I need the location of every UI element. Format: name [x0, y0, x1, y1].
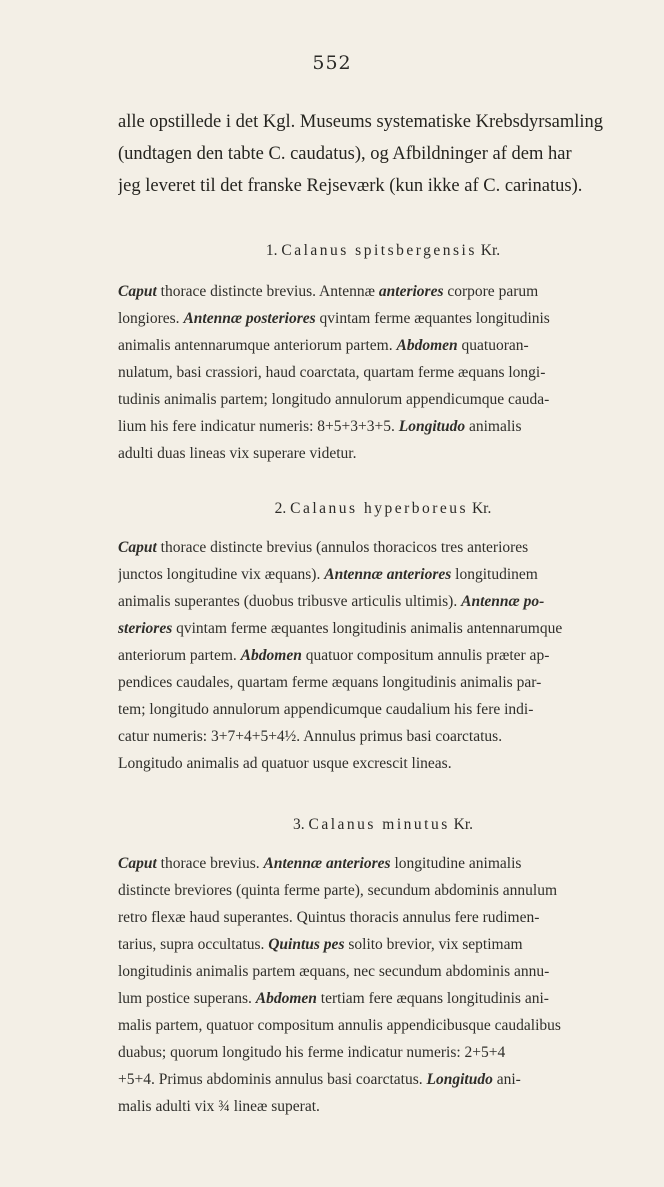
text-run: distincte breviores (quinta ferme parte), secundum abdominis annulum — [118, 882, 558, 899]
text-line — [118, 1093, 648, 1120]
page-number: 552 — [312, 52, 352, 74]
text-run: quatuor compositum annulis præter ap- — [301, 647, 550, 664]
section-heading-3 — [118, 816, 648, 834]
intro-paragraph — [118, 106, 648, 202]
intro-line: alle opstillede i det Kgl. Museums systematiske Krebsdyrsamling — [118, 112, 604, 132]
text-line — [118, 877, 648, 904]
italic-term: Antennæ posteriores — [183, 310, 316, 327]
intro-line: (undtagen den tabte C. caudatus), og Afbildninger af dem har — [118, 144, 572, 164]
text-line — [118, 332, 648, 359]
text-run: thorace distincte brevius (annulos thoracicos tres anteriores — [156, 539, 529, 556]
italic-term: Caput — [118, 283, 157, 300]
text-line — [118, 1066, 648, 1093]
italic-term: Quintus pes — [268, 936, 345, 953]
text-run: lium his fere indicatur numeris: 8+5+3+3+5. — [118, 418, 399, 435]
species-author: Kr. — [480, 242, 501, 259]
text-line — [118, 750, 648, 777]
text-run: ani- — [492, 1071, 521, 1088]
text-run: nulatum, basi crassiori, haud coarctata, quartam ferme æquans longi- — [118, 364, 546, 381]
text-line — [118, 413, 648, 440]
text-run: solito brevior, vix septimam — [344, 936, 523, 953]
intro-line: jeg leveret til det franske Rejseværk (kun ikke af C. carinatus). — [118, 176, 583, 196]
text-line — [118, 669, 648, 696]
text-run: qvintam ferme æquantes longitudinis animalis antennarumque — [172, 620, 563, 637]
text-line — [118, 850, 648, 877]
text-run: retro flexæ haud superantes. Quintus thoracis annulus fere rudimen- — [118, 909, 540, 926]
text-run: pendices caudales, quartam ferme æquans longitudinis animalis par- — [118, 674, 542, 691]
text-line — [118, 642, 648, 669]
italic-term: Caput — [118, 539, 157, 556]
text-run: animalis — [465, 418, 522, 435]
italic-term: anteriores — [378, 283, 444, 300]
text-run: tertiam fere æquans longitudinis ani- — [316, 990, 549, 1007]
species-name: Calanus hyperboreus — [290, 500, 469, 517]
section-heading-1 — [118, 242, 648, 260]
section-body-2 — [118, 534, 648, 777]
section-number: 1. — [265, 242, 278, 259]
text-run: +5+4. Primus abdominis annulus basi coarctatus. — [118, 1071, 427, 1088]
italic-term: Antennæ po- — [461, 593, 545, 610]
text-run: thorace distincte brevius. Antennæ — [156, 283, 379, 300]
text-run: thorace brevius. — [156, 855, 264, 872]
text-run: duabus; quorum longitudo his ferme indicatur numeris: 2+5+4 — [118, 1044, 506, 1061]
text-run: corpore parum — [443, 283, 539, 300]
text-run: Longitudo animalis ad quatuor usque excrescit lineas. — [118, 755, 452, 772]
italic-term: Abdomen — [396, 337, 458, 354]
species-author: Kr. — [453, 816, 473, 833]
italic-term: Antennæ anteriores — [263, 855, 391, 872]
text-line — [118, 1039, 648, 1066]
text-run: quatuoran- — [457, 337, 529, 354]
species-name: Calanus minutus — [308, 816, 450, 833]
text-line — [118, 904, 648, 931]
text-run: animalis superantes (duobus tribusve articulis ultimis). — [118, 593, 462, 610]
italic-term: Abdomen — [240, 647, 302, 664]
text-run: catur numeris: 3+7+4+5+4½. Annulus primus basi coarctatus. — [118, 728, 503, 745]
text-run: qvintam ferme æquantes longitudinis — [315, 310, 550, 327]
italic-term: Caput — [118, 855, 157, 872]
text-line — [118, 534, 648, 561]
text-run: longiores. — [118, 310, 184, 327]
text-run: malis partem, quatuor compositum annulis appendicibusque caudalibus — [118, 1017, 561, 1034]
text-line — [118, 305, 648, 332]
text-run: longitudine animalis — [390, 855, 522, 872]
section-number: 2. — [274, 500, 287, 517]
text-run: lum postice superans. — [118, 990, 256, 1007]
text-run: tem; longitudo annulorum appendicumque caudalium his fere indi- — [118, 701, 534, 718]
text-line — [118, 278, 648, 305]
italic-term: Abdomen — [255, 990, 317, 1007]
text-line — [118, 615, 648, 642]
text-run: junctos longitudine vix æquans). — [118, 566, 325, 583]
text-line — [118, 386, 648, 413]
text-run: anteriorum partem. — [118, 647, 241, 664]
section-number: 3. — [292, 816, 305, 833]
text-line — [118, 561, 648, 588]
text-run: animalis antennarumque anteriorum partem. — [118, 337, 397, 354]
italic-term: Antennæ anteriores — [324, 566, 452, 583]
text-line — [118, 723, 648, 750]
section-heading-2 — [118, 500, 648, 518]
text-line — [118, 440, 648, 467]
species-author: Kr. — [471, 500, 492, 517]
italic-term: Longitudo — [398, 418, 466, 435]
text-run: tarius, supra occultatus. — [118, 936, 269, 953]
section-body-1 — [118, 278, 648, 467]
text-line — [118, 588, 648, 615]
text-line — [118, 359, 648, 386]
text-run: tudinis animalis partem; longitudo annulorum appendicumque cauda- — [118, 391, 550, 408]
text-run: longitudinem — [451, 566, 538, 583]
italic-term: steriores — [118, 620, 173, 637]
text-line — [118, 958, 648, 985]
text-run: malis adulti vix ¾ lineæ superat. — [118, 1098, 320, 1115]
text-line — [118, 696, 648, 723]
italic-term: Longitudo — [426, 1071, 493, 1088]
text-run: longitudinis animalis partem æquans, nec secundum abdominis annu- — [118, 963, 550, 980]
text-line — [118, 985, 648, 1012]
text-line — [118, 931, 648, 958]
text-line — [118, 1012, 648, 1039]
section-body-3 — [118, 850, 648, 1120]
species-name: Calanus spitsbergensis — [281, 242, 477, 259]
text-run: adulti duas lineas vix superare videtur. — [118, 445, 357, 462]
